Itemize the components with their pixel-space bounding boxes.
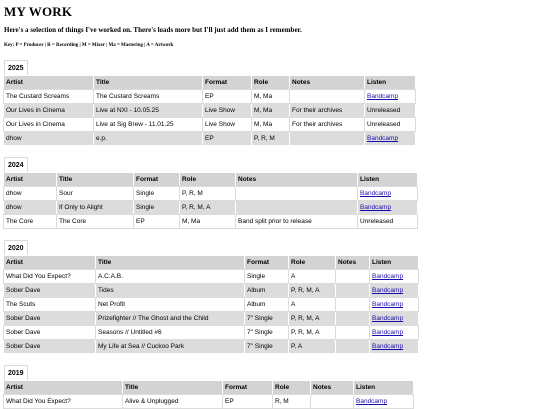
table-row xyxy=(4,298,418,311)
cell-title: Tides xyxy=(96,284,244,297)
cell-notes xyxy=(290,132,364,145)
work-table xyxy=(3,75,416,146)
bandcamp-link[interactable]: Bandcamp xyxy=(372,287,404,294)
cell-role: P, R, M, A xyxy=(289,326,335,339)
column-header-title: Title xyxy=(96,256,244,269)
section-1 xyxy=(4,154,536,229)
cell-notes xyxy=(236,201,357,214)
cell-notes xyxy=(336,298,369,311)
table-row xyxy=(4,90,415,103)
cell-listen xyxy=(370,270,418,283)
table-row xyxy=(4,395,413,408)
cell-title: Prizefighter // The Ghost and the Child xyxy=(96,312,244,325)
cell-artist: What Did You Expect? xyxy=(4,270,95,283)
cell-artist: dhow xyxy=(4,187,56,200)
cell-listen xyxy=(370,326,418,339)
cell-format: Single xyxy=(245,270,288,283)
cell-notes xyxy=(336,312,369,325)
cell-listen xyxy=(370,298,418,311)
column-header-artist: Artist xyxy=(4,381,122,394)
cell-listen xyxy=(354,395,413,408)
cell-title: Alive & Unplugged xyxy=(123,395,222,408)
cell-artist: Our Lives in Cinema xyxy=(4,104,93,117)
section-3 xyxy=(4,362,536,409)
cell-artist: dhow xyxy=(4,201,56,214)
work-table xyxy=(3,255,419,354)
table-row xyxy=(4,201,417,214)
cell-title: e.p. xyxy=(94,132,202,145)
cell-title: Seasons // Untitled #6 xyxy=(96,326,244,339)
cell-format: EP xyxy=(134,215,179,228)
cell-title: The Custard Screams xyxy=(94,90,202,103)
cell-artist: Our Lives in Cinema xyxy=(4,118,93,131)
year-heading: 2020 xyxy=(4,240,28,255)
column-header-notes: Notes xyxy=(236,173,357,186)
cell-artist: dhow xyxy=(4,132,93,145)
bandcamp-link[interactable]: Bandcamp xyxy=(367,93,399,100)
column-header-role: Role xyxy=(273,381,310,394)
cell-artist: The Scuts xyxy=(4,298,95,311)
table-header-row xyxy=(4,173,417,186)
cell-role: M, Ma xyxy=(252,90,289,103)
column-header-listen: Listen xyxy=(365,76,415,89)
table-row xyxy=(4,312,418,325)
bandcamp-link[interactable]: Bandcamp xyxy=(367,135,399,142)
cell-title: Net Profit xyxy=(96,298,244,311)
column-header-format: Format xyxy=(134,173,179,186)
column-header-role: Role xyxy=(289,256,335,269)
column-header-role: Role xyxy=(180,173,235,186)
cell-role: P, R, M, A xyxy=(180,201,235,214)
cell-format: Single xyxy=(134,187,179,200)
column-header-title: Title xyxy=(123,381,222,394)
cell-listen: Unreleased xyxy=(365,118,415,131)
cell-title: If Only to Alight xyxy=(57,201,133,214)
cell-format: EP xyxy=(203,132,251,145)
cell-listen: Unreleased xyxy=(365,104,415,117)
column-header-format: Format xyxy=(203,76,251,89)
cell-format: 7" Single xyxy=(245,326,288,339)
cell-notes xyxy=(336,340,369,353)
cell-role: M, Ma xyxy=(180,215,235,228)
table-row xyxy=(4,326,418,339)
intro-text: Here's a selection of things I've worked on. There's loads more but I'll just add them as I remember. xyxy=(4,26,302,34)
cell-role: P, A xyxy=(289,340,335,353)
column-header-listen: Listen xyxy=(354,381,413,394)
column-header-artist: Artist xyxy=(4,256,95,269)
cell-artist: The Custard Screams xyxy=(4,90,93,103)
column-header-listen: Listen xyxy=(358,173,417,186)
cell-format: Live Show xyxy=(203,104,251,117)
cell-artist: Sober Dave xyxy=(4,284,95,297)
cell-format: Album xyxy=(245,284,288,297)
table-row xyxy=(4,118,415,131)
cell-format: EP xyxy=(203,90,251,103)
column-header-listen: Listen xyxy=(370,256,418,269)
table-row xyxy=(4,187,417,200)
cell-role: M, Ma xyxy=(252,118,289,131)
column-header-notes: Notes xyxy=(290,76,364,89)
table-row xyxy=(4,215,417,228)
table-row xyxy=(4,104,415,117)
cell-title: Live at Sig Brew - 11.01.25 xyxy=(94,118,202,131)
cell-notes: For their archives xyxy=(290,104,364,117)
table-header-row xyxy=(4,256,418,269)
cell-role: A xyxy=(289,270,335,283)
cell-listen xyxy=(370,340,418,353)
cell-role: A xyxy=(289,298,335,311)
cell-notes xyxy=(311,395,353,408)
table-header-row xyxy=(4,381,413,394)
bandcamp-link[interactable]: Bandcamp xyxy=(372,329,404,336)
cell-title: Sour xyxy=(57,187,133,200)
bandcamp-link[interactable]: Bandcamp xyxy=(356,398,388,405)
table-header-row xyxy=(4,76,415,89)
sections-container xyxy=(4,57,536,409)
column-header-role: Role xyxy=(252,76,289,89)
cell-role: P, R, M, A xyxy=(289,284,335,297)
bandcamp-link[interactable]: Bandcamp xyxy=(372,301,404,308)
cell-notes xyxy=(336,270,369,283)
cell-notes xyxy=(290,90,364,103)
cell-artist: Sober Dave xyxy=(4,312,95,325)
cell-role: M, Ma xyxy=(252,104,289,117)
bandcamp-link[interactable]: Bandcamp xyxy=(360,190,392,197)
column-header-artist: Artist xyxy=(4,173,56,186)
column-header-notes: Notes xyxy=(336,256,369,269)
table-row xyxy=(4,132,415,145)
cell-format: Album xyxy=(245,298,288,311)
section-2 xyxy=(4,237,536,354)
cell-artist: Sober Dave xyxy=(4,340,95,353)
cell-notes: For their archives xyxy=(290,118,364,131)
cell-format: Single xyxy=(134,201,179,214)
cell-format: 7" Single xyxy=(245,340,288,353)
cell-notes xyxy=(336,284,369,297)
column-header-title: Title xyxy=(57,173,133,186)
column-header-title: Title xyxy=(94,76,202,89)
cell-title: A.C.A.B. xyxy=(96,270,244,283)
year-heading: 2025 xyxy=(4,60,28,75)
cell-title: The Core xyxy=(57,215,133,228)
cell-listen xyxy=(365,90,415,103)
cell-format: Live Show xyxy=(203,118,251,131)
year-heading: 2024 xyxy=(4,157,28,172)
work-table xyxy=(3,172,418,229)
cell-artist: What Did You Expect? xyxy=(4,395,122,408)
bandcamp-link[interactable]: Bandcamp xyxy=(360,204,392,211)
cell-title: Live at NXI - 10.05.25 xyxy=(94,104,202,117)
page-title: MY WORK xyxy=(4,4,73,19)
column-header-format: Format xyxy=(245,256,288,269)
column-header-notes: Notes xyxy=(311,381,353,394)
year-heading: 2019 xyxy=(4,365,28,380)
cell-notes: Band split prior to release xyxy=(236,215,357,228)
cell-title: My Life at Sea // Cuckoo Park xyxy=(96,340,244,353)
cell-listen: Unreleased xyxy=(358,215,417,228)
cell-role: R, M xyxy=(273,395,310,408)
table-row xyxy=(4,284,418,297)
cell-artist: The Core xyxy=(4,215,56,228)
role-key: Key: P = Producer | R = Recording | M = Mixer | Ma = Mastering | A = Artwork xyxy=(4,43,174,48)
section-0 xyxy=(4,57,536,146)
cell-listen xyxy=(370,284,418,297)
cell-role: P, R, M xyxy=(252,132,289,145)
cell-listen xyxy=(370,312,418,325)
cell-role: P, R, M xyxy=(180,187,235,200)
cell-format: EP xyxy=(223,395,272,408)
cell-format: 7" Single xyxy=(245,312,288,325)
column-header-format: Format xyxy=(223,381,272,394)
cell-role: P, R, M, A xyxy=(289,312,335,325)
cell-notes xyxy=(236,187,357,200)
bandcamp-link[interactable]: Bandcamp xyxy=(372,343,404,350)
cell-listen xyxy=(358,201,417,214)
bandcamp-link[interactable]: Bandcamp xyxy=(372,273,404,280)
column-header-artist: Artist xyxy=(4,76,93,89)
cell-notes xyxy=(336,326,369,339)
bandcamp-link[interactable]: Bandcamp xyxy=(372,315,404,322)
table-row xyxy=(4,270,418,283)
cell-listen xyxy=(358,187,417,200)
table-row xyxy=(4,340,418,353)
cell-listen xyxy=(365,132,415,145)
cell-artist: Sober Dave xyxy=(4,326,95,339)
